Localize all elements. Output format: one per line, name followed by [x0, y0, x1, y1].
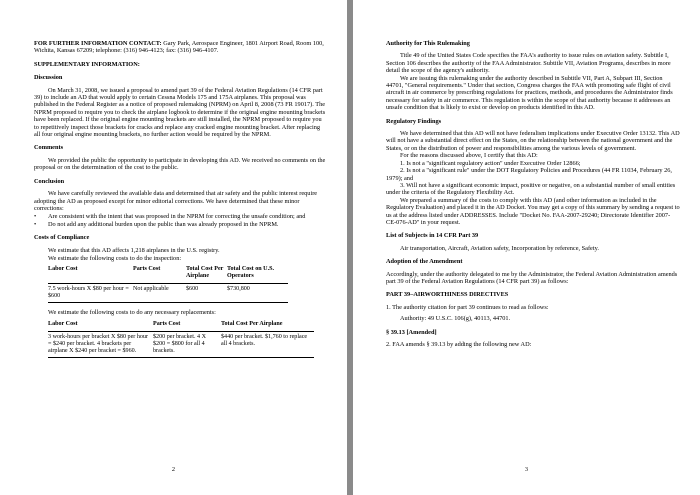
costs-heading: Costs of Compliance: [34, 234, 90, 242]
table-header-row: [48, 320, 314, 332]
inspection-cost-table: [48, 265, 288, 303]
table-cell: Not applicable: [133, 284, 186, 303]
adoption-text: Accordingly, under the authority delegated to me by the Administrator, the Federal Aviation Administration amends part 39 of the Federal Aviation Regulations (14 CFR part 39) as follows:: [386, 270, 678, 285]
table-header-row: [48, 265, 288, 284]
subjects-heading: List of Subjects in 14 CFR Part 39: [386, 232, 479, 240]
contact-paragraph: [34, 40, 327, 55]
discussion-heading: Discussion: [34, 74, 63, 82]
costs-line-2: We estimate the following costs to do the inspection:: [48, 254, 182, 262]
table-header-cell: Total Cost Per Airplane: [221, 320, 314, 332]
findings-list-item: 2. Is not a "significant rule" under the DOT Regulatory Policies and Procedures (44 FR 11034, February 26, 1979); and: [386, 167, 673, 182]
conclusion-text: We have carefully reviewed the available data and determined that air safety and the public interest require adopting the AD as proposed except for minor editorial corrections. We have determined that these minor corrections:: [34, 190, 318, 212]
findings-heading: Regulatory Findings: [386, 117, 442, 125]
table-header-cell: Labor Cost: [48, 320, 153, 332]
table-header-cell: Total Cost on U.S. Operators: [227, 265, 288, 284]
section-heading: § 39.13 [Amended]: [386, 328, 437, 336]
table-header-cell: Parts Cost: [153, 320, 221, 332]
authority-heading: Authority for This Rulemaking: [386, 40, 470, 47]
costs-line-1: We estimate that this AD affects 1,218 airplanes in the U.S. registry.: [48, 246, 220, 254]
bullet-text: Do not add any additional burden upon the public than was already proposed in the NPRM.: [48, 220, 279, 228]
contact-text: Gary Park, Aerospace Engineer, 1801 Airport Road, Room 100, Wichita, Kansas 67209; telephone: (316) 946-4123; fax: (316) 946-4107.: [34, 40, 324, 55]
contact-heading: FOR FURTHER INFORMATION CONTACT:: [34, 40, 162, 47]
table-cell: $440 per bracket. $1,760 to replace all 4 brackets.: [221, 331, 314, 357]
table-cell: $730,800: [227, 284, 288, 303]
bullet-icon: •: [34, 220, 37, 228]
discussion-text: On March 31, 2008, we issued a proposal to amend part 39 of the Federal Aviation Regulations (14 CFR part 39) to include an AD that would apply to certain Cessna Models 175 and 175A airplanes. This proposal was published in the Federal Register as a notice of proposed rulemaking (NPRM) on April 8, 2008 (73 FR 19017). The NPRM proposed to require you to check the airplane logbook to determine if the original engine mounting brackets have been replaced. If the original engine mounting brackets are still installed, the NPRM proposed to require you to repetitively inspect those brackets for cracks and replace any cracked engine mounting bracket. After replacing all four original engine mounting brackets, no further action would be required by the NPRM.: [34, 86, 326, 139]
table-cell: $200 per bracket. 4 X $200 = $800 for all 4 brackets.: [153, 331, 221, 357]
findings-paragraph: We have determined that this AD will not have federalism implications under Executive Order 13132. This AD will not have a substantial direct effect on the States, on the relationship between the national government and the States, or on the distribution of power and responsibilities among the various levels of government.: [386, 130, 680, 152]
findings-list-item: 3. Will not have a significant economic impact, positive or negative, on a substantial number of small entities under the criteria of the Regulatory Flexibility Act.: [386, 181, 676, 197]
comments-text: We provided the public the opportunity to participate in developing this AD. We received no comments on the proposal or on the determination of the cost to the public.: [34, 156, 326, 172]
table-cell: 3 work-hours per bracket X $80 per hour = $240 per bracket. 4 brackets per airplane X $240 per bracket = $960.: [48, 331, 153, 357]
replacement-cost-table: [48, 320, 314, 358]
amend-line: 2. FAA amends § 39.13 by adding the following new AD:: [386, 341, 532, 348]
findings-paragraph: For the reasons discussed above, I certify that this AD:: [400, 152, 538, 160]
subjects-text: Air transportation, Aircraft, Aviation safety, Incorporation by reference, Safety.: [400, 244, 599, 252]
table-cell: 7.5 work-hours X $80 per hour = $600: [48, 284, 133, 303]
adoption-heading: Adoption of the Amendment: [386, 258, 463, 266]
comments-heading: Comments: [34, 144, 64, 152]
table-row: [48, 331, 314, 357]
table-header-cell: Labor Cost: [48, 265, 133, 284]
conclusion-heading: Conclusion: [34, 177, 65, 185]
page-number: 2: [171, 465, 176, 473]
part-heading: PART 39–AIRWORTHINESS DIRECTIVES: [386, 291, 509, 299]
page-number: 3: [524, 465, 529, 473]
bullet-item: [34, 221, 327, 228]
document-page-left: [0, 0, 347, 495]
table-header-cell: Parts Cost: [133, 265, 186, 284]
table-cell: $600: [186, 284, 227, 303]
citation-line: 1. The authority citation for part 39 continues to read as follows:: [386, 303, 549, 311]
bullet-text: Are consistent with the intent that was proposed in the NPRM for correcting the unsafe condition; and: [48, 213, 306, 221]
bullet-icon: •: [34, 213, 37, 221]
costs-line-3: We estimate the following costs to do any necessary replacements:: [48, 309, 216, 317]
findings-list-item: 1. Is not a "significant regulatory action" under Executive Order 12866;: [400, 159, 581, 167]
authority-paragraph: We are issuing this rulemaking under the authority described in Subtitle VII, Part A, Subpart III, Section 44701, "General requirements." Under that section, Congress charges the FAA with promoting safe flight of civil aircraft in air commerce by prescribing regulations for practices, methods, and procedures the Administrator finds necessary for safety in air commerce. This regulation is within the scope of that authority because it addresses an unsafe condition that is likely to exist or develop on products identified in this AD.: [386, 74, 673, 112]
document-page-right: [353, 0, 700, 495]
table-row: [48, 284, 288, 303]
supplementary-heading: SUPPLEMENTARY INFORMATION:: [34, 60, 140, 68]
bullet-item: [34, 213, 327, 220]
table-header-cell: Total Cost Per Airplane: [186, 265, 227, 284]
authority-paragraph: Title 49 of the United States Code specifies the FAA's authority to issue rules on aviation safety. Subtitle I, Section 106 describes the authority of the FAA Administrator. Subtitle VII, Aviation Programs, describes in more detail the scope of the agency's authority.: [386, 52, 671, 75]
authority-citation: Authority: 49 U.S.C. 106(g), 40113, 44701.: [400, 315, 511, 323]
findings-paragraph: We prepared a summary of the costs to comply with this AD (and other information as included in the Regulatory Evaluation) and placed it in the AD Docket. You may get a copy of this summary by sending a request to us at the address listed under ADDRESSES. Include "Docket No. FAA-2007-29240; Directorate Identifier 2007-CE-076-AD" in your request.: [386, 196, 680, 226]
